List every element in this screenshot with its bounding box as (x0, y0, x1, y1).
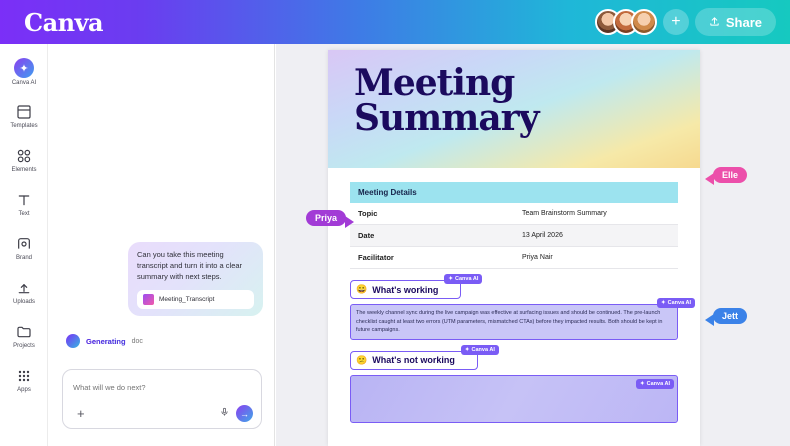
sidebar-item-elements[interactable] (0, 138, 48, 182)
ai-attribution-label: Canva AI (471, 346, 495, 353)
sparkle-ai-icon: ✦ (448, 276, 454, 282)
meeting-details-table (350, 182, 678, 269)
page-title-line2: Summary (354, 97, 539, 140)
row-value: Team Brainstorm Summary (514, 203, 678, 225)
microphone-icon[interactable] (220, 406, 229, 421)
upload-icon (709, 15, 720, 30)
ai-chat-panel (48, 44, 275, 446)
sparkle-ai-icon: ✦ (14, 58, 34, 78)
user-message-text: Can you take this meeting transcript and turn it into a clear summary with next steps. (137, 250, 243, 281)
section-heading-working[interactable] (350, 276, 479, 299)
uploads-icon (15, 279, 33, 297)
user-message-bubble (128, 242, 263, 316)
section-paragraph-not-working[interactable] (350, 375, 678, 423)
brand-icon (15, 235, 33, 253)
collaborator-cursor-label: Priya (306, 210, 346, 226)
sidebar-item-apps[interactable] (0, 358, 48, 402)
left-tool-rail (0, 44, 48, 446)
table-row (350, 225, 678, 247)
collaborator-avatar-3[interactable] (631, 9, 657, 35)
projects-icon (15, 323, 33, 341)
collaborator-cursor-label: Jett (713, 308, 747, 324)
ai-attribution-label: Canva AI (667, 300, 691, 306)
section-heading-label: What's working (372, 284, 439, 295)
section-heading-label: What's not working (372, 355, 455, 366)
section-heading-not-working[interactable] (350, 346, 495, 370)
ai-attribution-badge (636, 379, 674, 389)
sidebar-item-text[interactable] (0, 182, 48, 226)
sidebar-item-label: Projects (13, 343, 35, 349)
document-hero (328, 50, 700, 168)
add-people-button[interactable] (663, 9, 689, 35)
composer-right-actions (220, 405, 253, 422)
sidebar-item-brand[interactable] (0, 226, 48, 270)
collaborator-cursor-priya (306, 208, 354, 228)
table-header-row (350, 182, 678, 203)
document-page[interactable] (328, 50, 700, 446)
attach-button[interactable] (71, 406, 86, 421)
ai-attribution-badge (461, 345, 499, 355)
table-row (350, 203, 678, 225)
collaborator-avatars (595, 9, 657, 35)
sparkle-ai-icon: ✦ (464, 346, 470, 353)
generation-status (66, 334, 143, 348)
sidebar-item-label: Uploads (12, 299, 35, 305)
attachment-name: Meeting_Transcript (159, 295, 215, 303)
row-value: Priya Nair (514, 247, 678, 269)
canva-logo[interactable] (24, 8, 103, 37)
sparkle-ai-icon: ✦ (640, 380, 645, 387)
generation-status-suffix: doc (131, 337, 143, 345)
sidebar-item-templates[interactable] (0, 94, 48, 138)
sidebar-item-projects[interactable] (0, 314, 48, 358)
sidebar-item-label: Elements (11, 167, 37, 173)
send-arrow-icon[interactable]: → (236, 405, 253, 422)
attachment-chip[interactable] (137, 290, 254, 309)
page-title (354, 62, 674, 140)
share-button[interactable] (695, 8, 776, 36)
document-body (328, 168, 700, 423)
templates-icon (15, 103, 33, 121)
document-icon (143, 294, 154, 305)
cursor-arrow-icon (345, 216, 354, 228)
smiley-icon: 😀 (356, 284, 368, 294)
sparkle-ai-icon: ✦ (661, 300, 666, 306)
chat-input[interactable] (71, 382, 253, 393)
row-key: Facilitator (350, 247, 514, 269)
meeting-details-header: Meeting Details (350, 182, 678, 203)
frowny-icon: 😕 (356, 354, 368, 365)
collaborator-cursor-jett (705, 306, 747, 326)
sidebar-item-label: Brand (15, 255, 32, 261)
row-value: 13 April 2026 (514, 225, 678, 247)
sidebar-item-uploads[interactable] (0, 270, 48, 314)
plus-icon: + (671, 13, 681, 30)
collaborator-cursor-elle (705, 165, 747, 185)
share-button-label: Share (725, 14, 762, 30)
canva-logo-text: Canva (24, 7, 104, 37)
generation-status-text: Generating (86, 336, 126, 346)
sidebar-item-label: Apps (17, 387, 31, 393)
sidebar-item-label: Canva AI (11, 80, 37, 86)
sidebar-item-canva-ai[interactable] (0, 50, 48, 94)
apps-icon (15, 367, 33, 385)
plus-icon: + (77, 406, 85, 421)
sidebar-item-label: Text (18, 211, 30, 217)
sidebar-item-label: Templates (10, 123, 38, 129)
ai-attribution-label: Canva AI (646, 380, 670, 387)
top-bar (0, 0, 790, 44)
composer-actions (71, 405, 253, 422)
text-icon (15, 191, 33, 209)
ai-attribution-badge (657, 298, 695, 308)
canvas-area (276, 44, 790, 446)
table-row (350, 247, 678, 269)
paragraph-text: The weekly channel sync during the live campaign was effective at surfacing issues and should be continued. The pre-launch checklist caught at least two errors (UTM parameters, mismatched CTAs) before they impacted results. Both should be kept in future campaigns. (356, 310, 663, 334)
chat-composer[interactable] (62, 369, 262, 429)
elements-icon (15, 147, 33, 165)
section-paragraph-working[interactable] (350, 300, 691, 340)
row-key: Date (350, 225, 514, 247)
page-title-line1: Meeting (354, 62, 515, 104)
top-bar-right (595, 8, 776, 36)
row-key: Topic (350, 203, 514, 225)
collaborator-cursor-label: Elle (713, 167, 747, 183)
ai-attribution-badge (444, 274, 482, 284)
sparkle-ai-icon (66, 334, 80, 348)
ai-attribution-label: Canva AI (455, 276, 479, 282)
